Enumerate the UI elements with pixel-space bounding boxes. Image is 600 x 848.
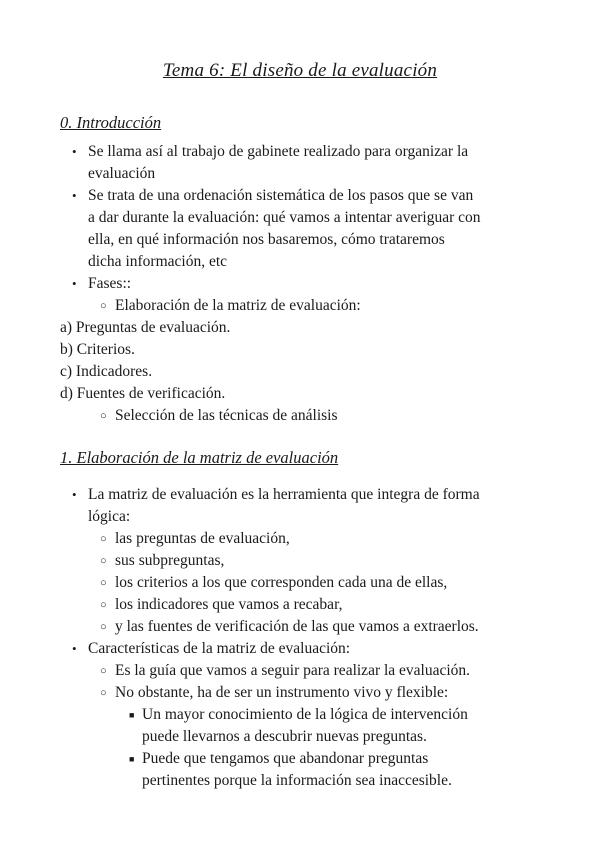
lettered-item: d) Fuentes de verificación. xyxy=(60,385,226,402)
circle-bullet-marker: ○ xyxy=(100,621,107,633)
list-item-text: Se trata de una ordenación sistemática de los pasos que se van xyxy=(88,187,474,204)
sub-list-item-text: y las fuentes de verificación de las que vamos a extraerlos. xyxy=(115,618,479,635)
lettered-item: c) Indicadores. xyxy=(60,363,153,380)
lettered-item: b) Criterios. xyxy=(60,341,135,358)
list-item-text: a dar durante la evaluación: qué vamos a intentar averiguar con xyxy=(88,209,481,226)
circle-bullet-marker: ○ xyxy=(100,577,107,589)
sub-sub-list-item-text: puede llevarnos a descubrir nuevas preguntas. xyxy=(142,728,427,745)
list-item-text: Características de la matriz de evaluación: xyxy=(88,640,351,657)
bullet-marker: • xyxy=(72,641,77,656)
bullet-marker: • xyxy=(72,276,77,291)
list-item-text: Fases:: xyxy=(88,275,132,292)
section-heading-introduccion: 0. Introducción xyxy=(60,113,162,132)
circle-bullet-marker: ○ xyxy=(100,533,107,545)
sub-list-item-text: Es la guía que vamos a seguir para realizar la evaluación. xyxy=(115,662,471,679)
list-item-text: Se llama así al trabajo de gabinete realizado para organizar la xyxy=(88,143,469,160)
sub-sub-list-item-text: Un mayor conocimiento de la lógica de intervención xyxy=(142,706,468,723)
sub-list-item-text: Elaboración de la matriz de evaluación: xyxy=(115,297,361,314)
list-item-text: La matriz de evaluación es la herramienta que integra de forma xyxy=(88,486,480,503)
sub-list-item-text: No obstante, ha de ser un instrumento vivo y flexible: xyxy=(115,684,449,701)
sub-list-item-text: los criterios a los que corresponden cada una de ellas, xyxy=(115,574,448,591)
list-item-text: dicha información, etc xyxy=(88,253,228,270)
circle-bullet-marker: ○ xyxy=(100,555,107,567)
page-title: Tema 6: El diseño de la evaluación xyxy=(162,60,438,81)
circle-bullet-marker: ○ xyxy=(100,687,107,699)
sub-sub-list-item-text: Puede que tengamos que abandonar preguntas xyxy=(142,750,429,767)
circle-bullet-marker: ○ xyxy=(100,300,107,312)
list-item-text: ella, en qué información nos basaremos, cómo trataremos xyxy=(88,231,445,248)
section-heading-matriz: 1. Elaboración de la matriz de evaluación xyxy=(60,448,339,467)
sub-list-item-text: los indicadores que vamos a recabar, xyxy=(115,596,343,613)
sub-list-item-text: sus subpreguntas, xyxy=(115,552,225,569)
bullet-marker: • xyxy=(72,487,77,502)
square-bullet-marker: ■ xyxy=(129,710,135,720)
square-bullet-marker: ■ xyxy=(129,754,135,764)
circle-bullet-marker: ○ xyxy=(100,599,107,611)
lettered-item: a) Preguntas de evaluación. xyxy=(60,319,231,336)
sub-list-item-text: Selección de las técnicas de análisis xyxy=(115,407,338,424)
sub-list-item-text: las preguntas de evaluación, xyxy=(115,530,290,547)
list-item-text: evaluación xyxy=(88,165,156,182)
bullet-marker: • xyxy=(72,144,77,159)
circle-bullet-marker: ○ xyxy=(100,665,107,677)
bullet-marker: • xyxy=(72,188,77,203)
sub-sub-list-item-text: pertinentes porque la información sea inaccesible. xyxy=(142,772,452,789)
list-item-text: lógica: xyxy=(88,508,131,525)
circle-bullet-marker: ○ xyxy=(100,410,107,422)
